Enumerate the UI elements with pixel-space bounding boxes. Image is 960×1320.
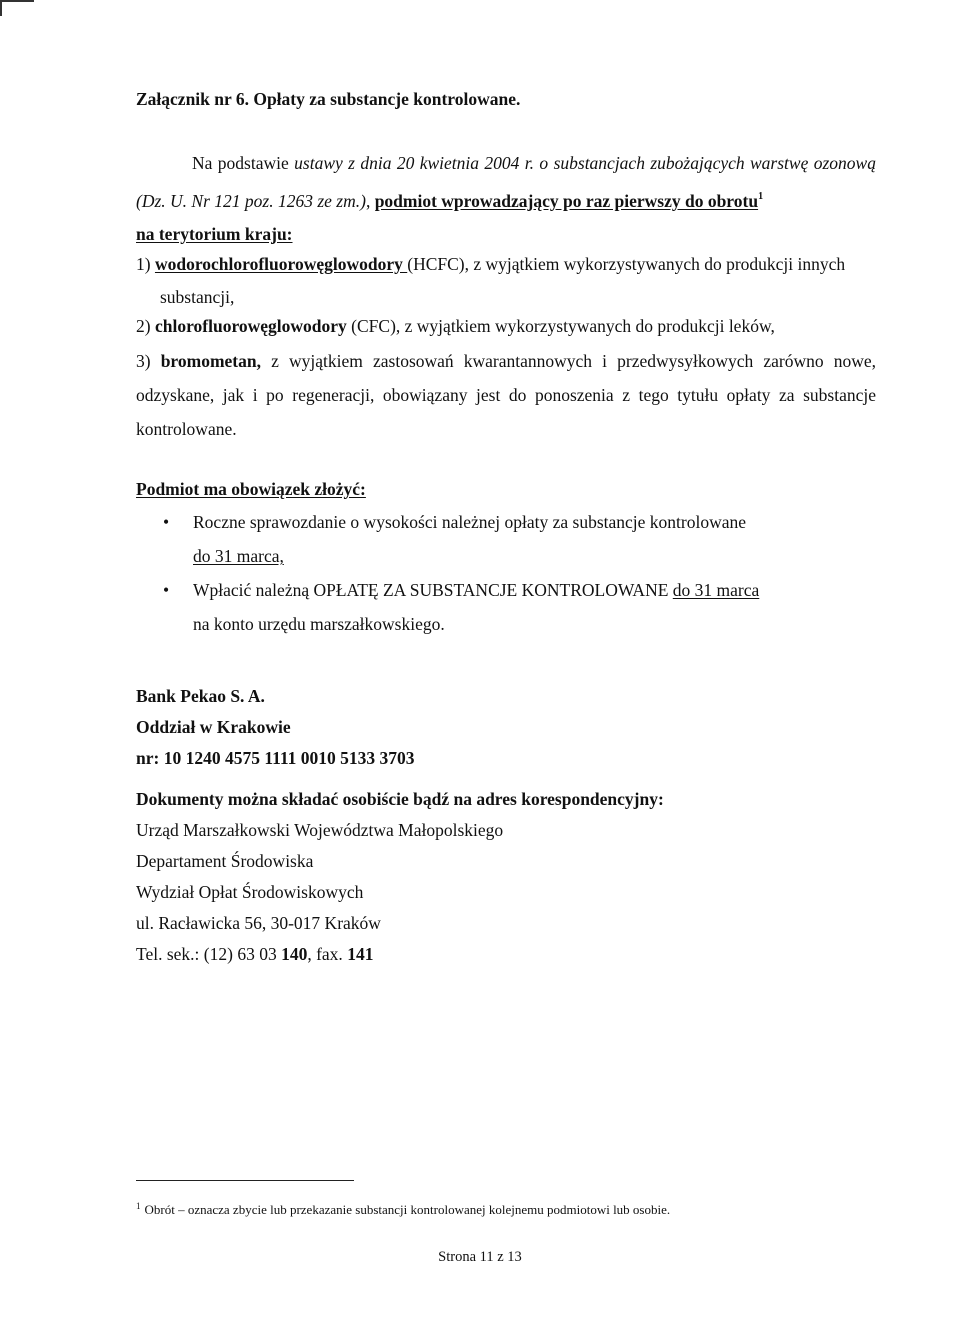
intro-sep: , [365,191,375,211]
bullet-payment-deadline: do 31 marca [672,580,760,600]
tel-prefix: Tel. sek.: (12) 63 03 [136,944,282,964]
item-2-num: 2) [136,316,155,336]
phone-line [136,939,876,970]
fax-prefix: , fax. [307,944,348,964]
documents-block [136,784,876,970]
territory-underlined: na terytorium kraju: [136,224,293,244]
bullet-dot: • [163,512,170,532]
fax-extension: 141 [347,944,374,964]
footnote-ref[interactable]: 1 [758,191,764,202]
attachment-title: Załącznik nr 6. Opłaty za substancje kontrolowane. [136,89,521,109]
bank-branch: Oddział w Krakowie [136,717,291,737]
address-line-1: Urząd Marszałkowski Województwa Małopolskiego [136,820,504,840]
page-number: Strona 11 z 13 [438,1249,522,1265]
bullet-report-text: Roczne sprawozdanie o wysokości należnej opłaty za substancje kontrolowane [193,512,747,532]
bullet-dot: • [163,580,170,600]
footnote [136,1197,670,1219]
bank-account: nr: 10 1240 4575 1111 0010 5133 3703 [136,748,415,768]
item-3 [136,344,876,446]
item-1-bold: wodorochlorofluorowęglowodory [154,254,408,274]
intro-paragraph [136,147,876,251]
documents-heading: Dokumenty można składać osobiście bądź na adres korespondencyjny: [136,789,664,809]
address-line-2: Departament Środowiska [136,851,314,871]
item-2 [136,312,876,341]
obligation-heading: Podmiot ma obowiązek złożyć: [136,479,366,499]
item-3-num: 3) [136,351,161,371]
item-2-rest: (CFC), z wyjątkiem wykorzystywanych do produkcji leków, [346,316,775,336]
subject-underlined: podmiot wprowadzający po raz pierwszy do obrotu [374,191,759,211]
tel-extension: 140 [281,944,308,964]
item-1-num: 1) [136,254,155,274]
item-1 [136,248,876,314]
address-line-4: ul. Racławicka 56, 30-017 Kraków [136,913,381,933]
item-1-rest: (HCFC), z wyjątkiem wykorzystywanych do produkcji innych substancji, [160,254,846,307]
law-reference: ustawy z dnia 20 kwietnia 2004 r. o substancjach zubożających warstwę ozonową (Dz. U. Nr 121 poz. 1263 ze zm.) [136,153,876,211]
bullet-payment-text2: na konto urzędu marszałkowskiego. [193,614,445,634]
bullet-payment [163,573,853,641]
footnote-number: 1 [136,1201,141,1211]
item-3-rest: z wyjątkiem zastosowań kwarantannowych i przedwysyłkowych zarówno nowe, odzyskane, jak i po regeneracji, obowiązany jest do ponoszenia z tego tytułu opłaty za substancje kontrolowane. [136,351,876,439]
footnote-separator [136,1180,354,1181]
address-line-3: Wydział Opłat Środowiskowych [136,882,364,902]
intro-text: Na podstawie [192,153,295,173]
item-2-bold: chlorofluorowęglowodory [154,316,347,336]
bullet-report [163,505,853,573]
bullet-payment-text: Wpłacić należną OPŁATĘ ZA SUBSTANCJE KONTROLOWANE [193,580,673,600]
bank-details [136,681,876,774]
scan-corner-mark [0,0,34,16]
bullet-report-deadline: do 31 marca, [193,546,284,566]
footnote-text: Obrót – oznacza zbycie lub przekazanie substancji kontrolowanej kolejnemu podmiotowi lub osobie. [144,1202,671,1217]
bank-name: Bank Pekao S. A. [136,686,265,706]
item-3-bold: bromometan, [160,351,261,371]
